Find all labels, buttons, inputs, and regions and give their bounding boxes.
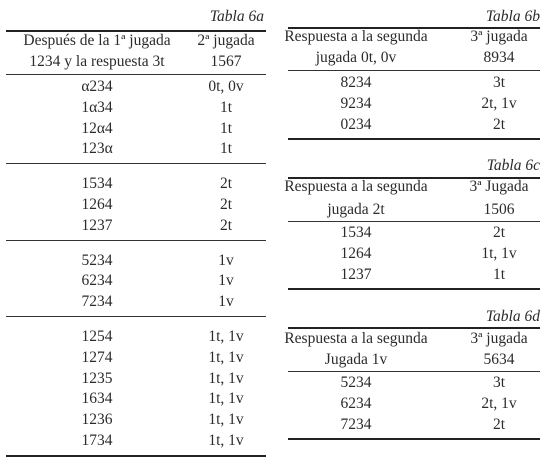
table-cell: 1t, 1v	[208, 411, 244, 429]
table-cell: α234	[81, 78, 113, 95]
table-cell: 1α34	[81, 98, 113, 116]
table-cell: 1t, 1v	[208, 432, 244, 449]
header-cell: Después de la 1ª jugada	[23, 32, 171, 49]
header-cell: Respuesta a la segunda	[284, 178, 428, 195]
table-cell: 9234	[340, 94, 372, 112]
header-cell: jugada 2t	[327, 201, 385, 218]
header-cell: 1506	[483, 201, 515, 218]
table-cell: 1237	[81, 216, 113, 234]
header-cell: 8934	[483, 49, 515, 66]
header-cell: Respuesta a la segunda	[284, 28, 428, 45]
table-cell: 1t, 1v	[208, 328, 244, 345]
table-bottom-rule	[288, 138, 540, 140]
table-cell: 1274	[81, 348, 113, 366]
table-bottom-rule	[6, 455, 266, 457]
table-cell: 6234	[81, 272, 113, 290]
header-cell: 2ª jugada	[197, 32, 255, 49]
header-rule	[288, 70, 540, 71]
table-cell: 2t	[492, 415, 506, 433]
table-cell: 1v	[218, 251, 234, 269]
table-cell: 1264	[340, 244, 372, 262]
table-cell: 3t	[492, 374, 506, 391]
table-cell: 0234	[340, 115, 372, 133]
header-cell: 1234 y la respuesta 3t	[29, 53, 165, 70]
header-cell: jugada 0t, 0v	[315, 49, 397, 66]
header-cell: Jugada 1v	[324, 351, 388, 368]
table-cell: 1254	[81, 328, 113, 345]
table-cell: 2t	[219, 196, 233, 213]
table-cell: 1t, 1v	[208, 348, 244, 366]
table-cell: 1264	[81, 196, 113, 213]
table-bottom-rule	[288, 438, 540, 440]
header-cell: 3ª jugada	[470, 330, 528, 347]
table-cell: 0t, 0v	[208, 78, 244, 95]
header-rule	[288, 221, 540, 222]
table-cell: 1236	[81, 411, 113, 429]
table-cell: 1t, 1v	[208, 390, 244, 408]
table-cell: 2t	[492, 115, 506, 133]
header-cell: 3ª jugada	[470, 28, 528, 45]
table-cell: 3t	[492, 74, 506, 91]
header-cell: 3ª Jugada	[469, 178, 529, 195]
table-cell: 2t	[219, 216, 233, 234]
table-cell: 8234	[340, 74, 372, 91]
table-cell: 1534	[340, 224, 372, 241]
table-cell: 1t, 1v	[481, 244, 517, 262]
table-cell: 6234	[340, 394, 372, 412]
table-cell: 1t	[219, 140, 233, 158]
table-cell: 1t	[492, 265, 506, 283]
header-cell: 1567	[210, 53, 242, 70]
table-cell: 5234	[81, 251, 113, 269]
table-cell: 1t	[219, 98, 233, 116]
table-cell: 1t, 1v	[208, 369, 244, 387]
table-cell: 1t	[219, 119, 233, 137]
table-caption: Tabla 6b	[485, 8, 540, 25]
table-cell: 2t	[219, 175, 233, 193]
table-cell: 1634	[81, 390, 113, 408]
table-cell: 5234	[340, 374, 372, 391]
table-cell: 2t, 1v	[481, 394, 517, 412]
table-cell: 1237	[340, 265, 372, 283]
table-cell: 1734	[81, 432, 113, 449]
table-caption: Tabla 6c	[486, 157, 540, 174]
table-cell: 123α	[81, 140, 113, 158]
table-cell: 1235	[81, 369, 113, 387]
table-cell: 12α4	[81, 119, 113, 137]
table-cell: 7234	[340, 415, 372, 433]
header-cell: 5634	[483, 351, 515, 368]
table-cell: 2t, 1v	[481, 94, 517, 112]
table-cell: 7234	[81, 293, 113, 311]
table-caption: Tabla 6a	[209, 8, 264, 25]
table-cell: 1v	[218, 293, 234, 311]
group-rule	[6, 316, 266, 317]
table-bottom-rule	[288, 288, 540, 290]
group-rule	[6, 163, 266, 164]
table-cell: 1534	[81, 175, 113, 193]
header-rule	[288, 371, 540, 372]
table-caption: Tabla 6d	[485, 308, 540, 325]
header-cell: Respuesta a la segunda	[284, 330, 428, 347]
table-cell: 1v	[218, 272, 234, 290]
table-cell: 2t	[492, 224, 506, 241]
